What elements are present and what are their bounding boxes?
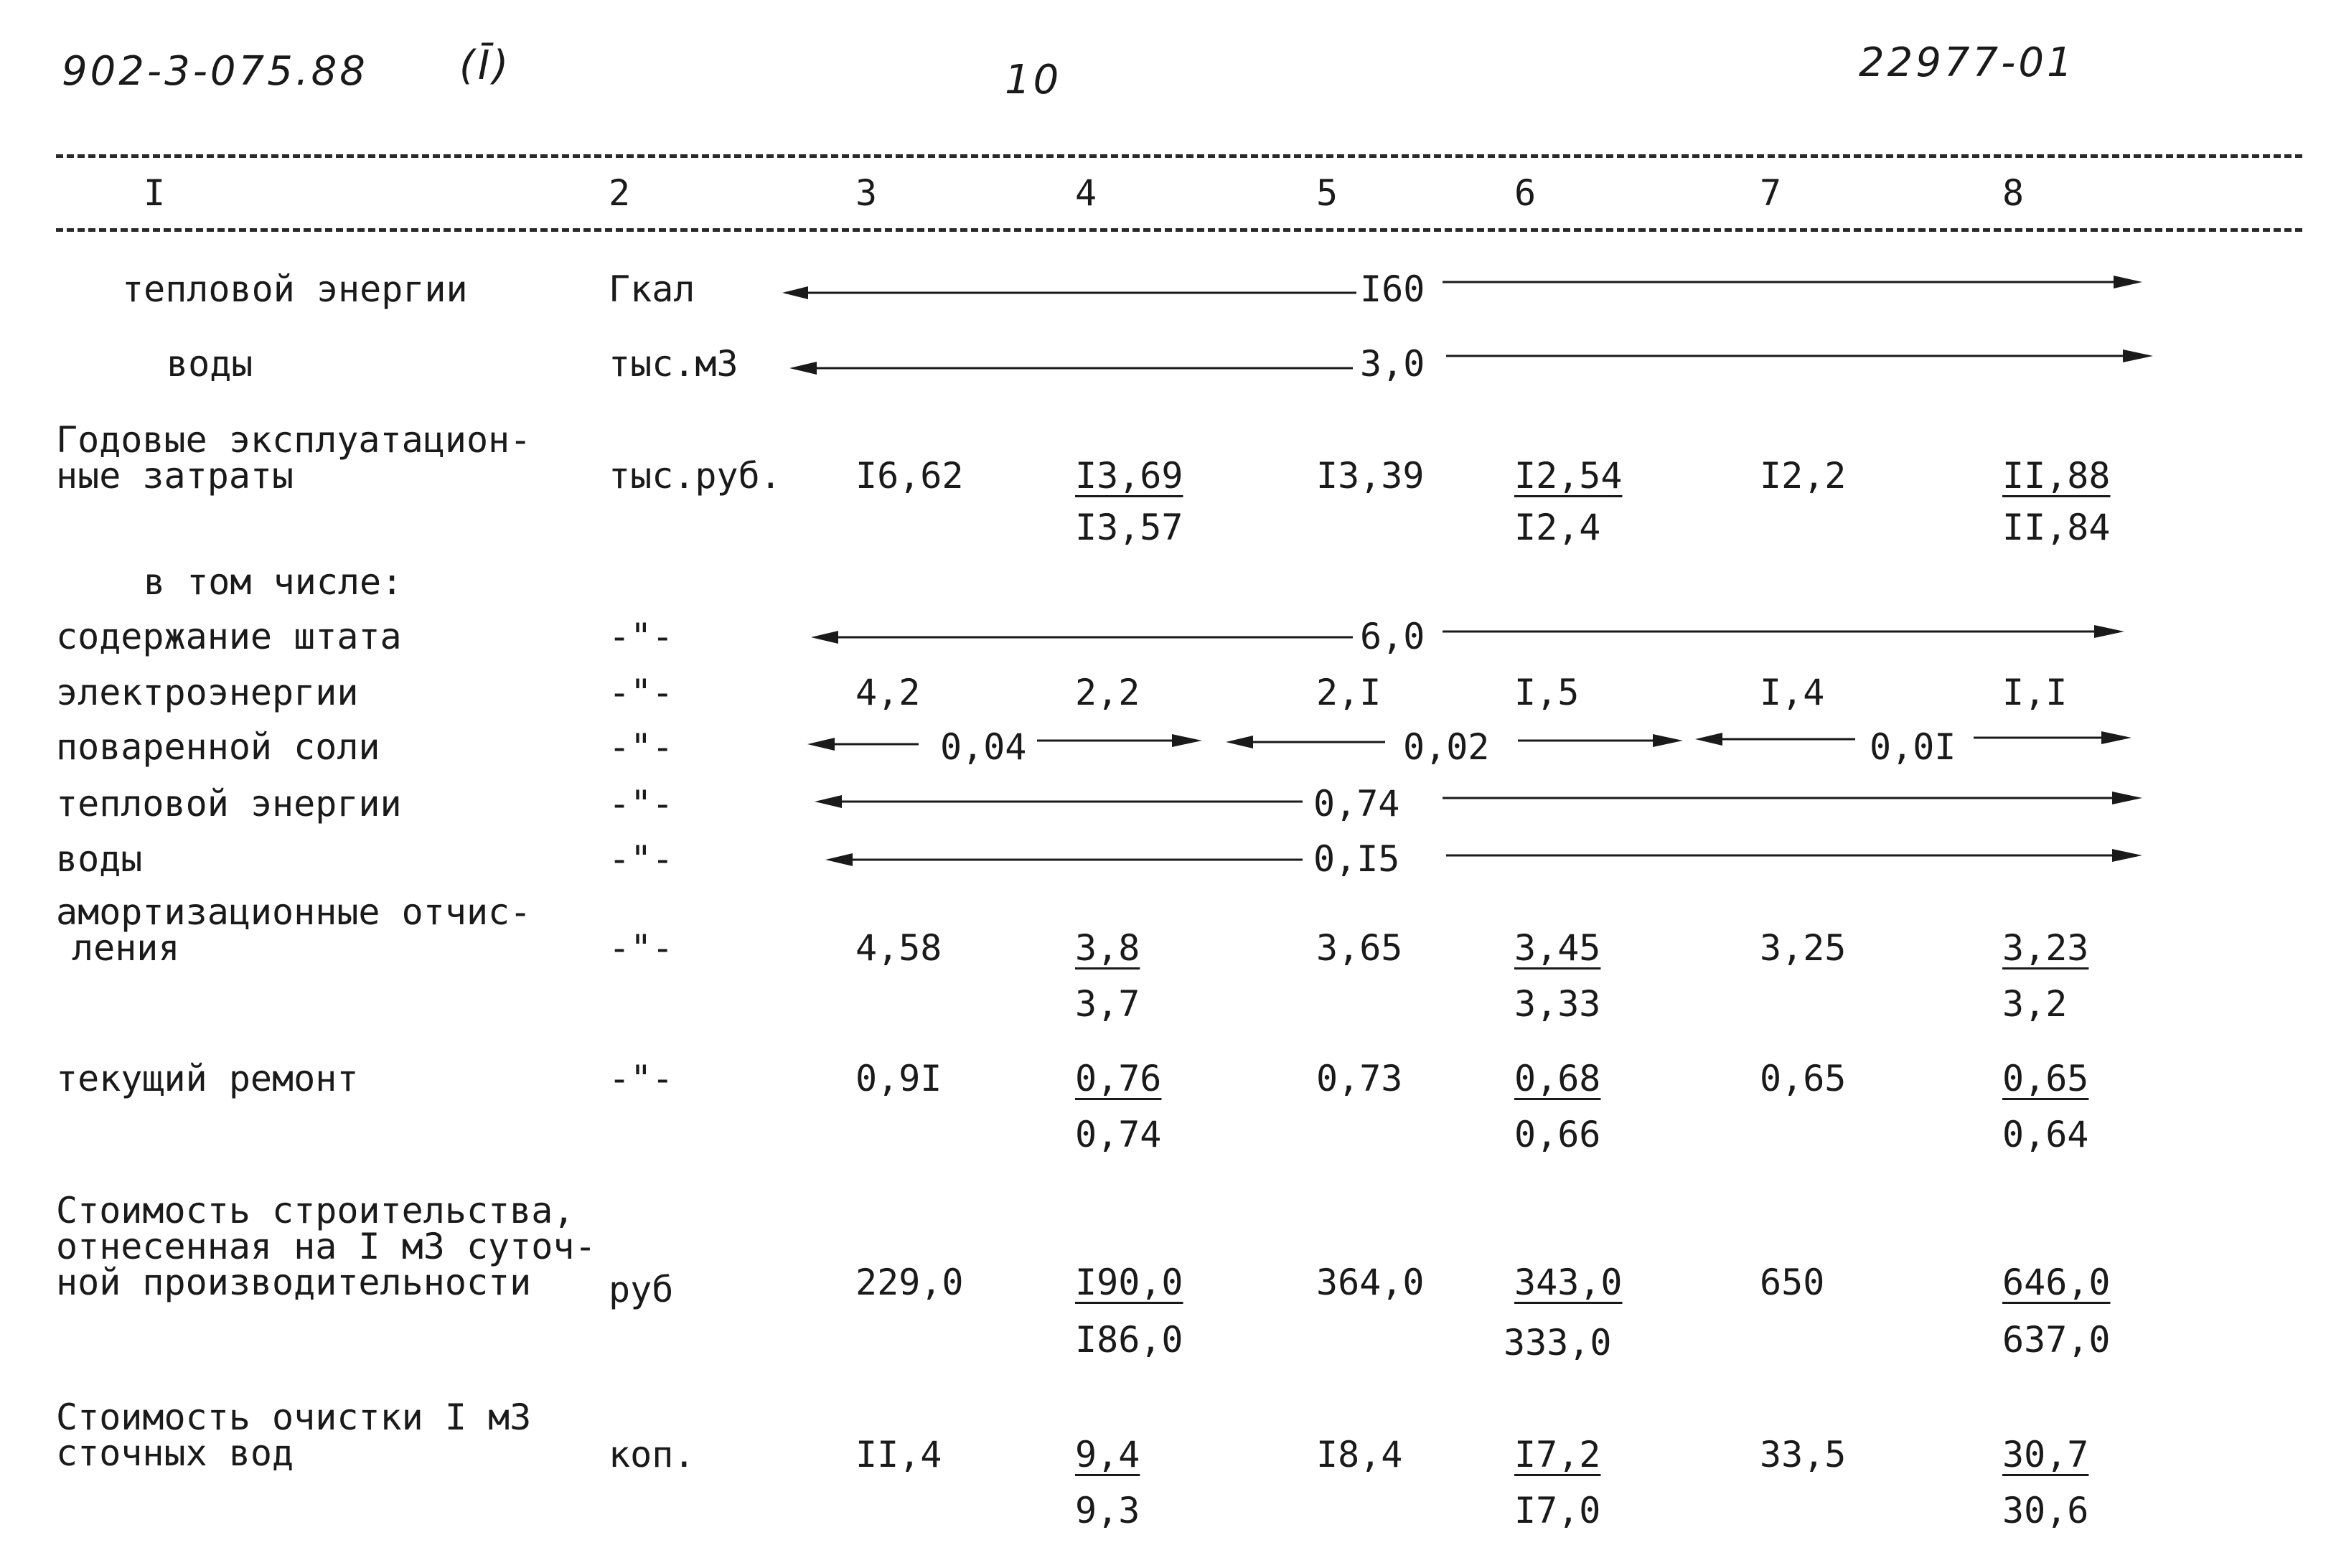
cell-col3: I6,62 — [855, 455, 964, 497]
row-label: содержание штата — [56, 616, 402, 657]
cell-col3: 229,0 — [855, 1262, 964, 1303]
cell-col7: 33,5 — [1760, 1434, 1847, 1475]
row-label: тепловой энергии — [56, 783, 402, 825]
row-label-line1: Стоимость очистки I м3 — [56, 1396, 532, 1438]
column-header: 8 — [2002, 172, 2025, 214]
row-unit: Гкал — [609, 268, 695, 310]
row-unit: -"- — [609, 783, 674, 825]
cell-col5: 2,I — [1316, 672, 1382, 713]
cell-col5: 3,65 — [1316, 927, 1403, 969]
cell-col4-bottom: I3,57 — [1075, 507, 1183, 548]
row-label: воды — [56, 838, 143, 880]
including-label: в том числе: — [144, 561, 403, 603]
cell-col3: 4,2 — [855, 672, 921, 713]
cell-col4-bottom: 0,74 — [1075, 1114, 1162, 1155]
cell-col7: I2,2 — [1760, 455, 1847, 497]
cell-col8-bottom: 0,64 — [2002, 1114, 2089, 1155]
cell-col5: I3,39 — [1316, 455, 1425, 497]
row-unit: тыс.руб. — [609, 455, 782, 497]
row-unit: коп. — [609, 1434, 695, 1475]
cell-col6-top: 0,68 — [1514, 1058, 1601, 1099]
span-value: 0,74 — [1313, 783, 1400, 825]
cell-col7: 3,25 — [1760, 927, 1847, 969]
cell-col3: 0,9I — [855, 1058, 942, 1099]
column-header: 5 — [1316, 172, 1338, 214]
page-number: 10 — [1005, 57, 1062, 103]
row-label-line2: отнесенная на I м3 суточ- — [56, 1226, 596, 1267]
document-code: 902-3-075.88 — [62, 48, 368, 95]
column-header: 2 — [609, 172, 631, 214]
row-unit: -"- — [609, 1058, 674, 1099]
row-label-line1: Стоимость строительства, — [56, 1190, 575, 1231]
cell-col4: 2,2 — [1075, 672, 1140, 713]
cell-col8-top: 30,7 — [2002, 1434, 2089, 1475]
column-header: 3 — [855, 172, 878, 214]
cell-col6-bottom: 3,33 — [1514, 983, 1601, 1025]
cell-col5: I8,4 — [1316, 1434, 1403, 1475]
row-unit: -"- — [609, 616, 674, 657]
volume-mark: (Ī) — [459, 42, 512, 89]
cell-col4-top: 0,76 — [1075, 1058, 1162, 1099]
cell-col6-bottom: 333,0 — [1504, 1322, 1612, 1363]
order-number: 22977-01 — [1859, 39, 2076, 86]
row-label-line3: ной производительности — [56, 1262, 532, 1303]
row-label-line1: амортизационные отчис- — [56, 891, 532, 933]
row-unit: -"- — [609, 838, 674, 880]
cell-col5: 364,0 — [1316, 1262, 1425, 1303]
row-label-line2: сточных вод — [56, 1432, 294, 1474]
cell-col4-top: I90,0 — [1075, 1262, 1183, 1303]
row-label: текущий ремонт — [56, 1058, 359, 1099]
cell-col8-top: 0,65 — [2002, 1058, 2089, 1099]
row-unit: -"- — [609, 927, 674, 969]
cell-col8: I,I — [2002, 672, 2068, 713]
cell-col8-bottom: II,84 — [2002, 507, 2111, 548]
row-label: электроэнергии — [56, 672, 359, 713]
cell-col7: I,4 — [1760, 672, 1825, 713]
cell-col6: I,5 — [1514, 672, 1580, 713]
column-header: 4 — [1075, 172, 1097, 214]
cell-col6-top: I7,2 — [1514, 1434, 1601, 1475]
cell-col7: 650 — [1760, 1262, 1825, 1303]
row-unit: тыс.м3 — [609, 343, 738, 385]
cell-col8-top: 3,23 — [2002, 927, 2089, 969]
cell-col4-bottom: I86,0 — [1075, 1319, 1183, 1361]
cell-col4-top: 9,4 — [1075, 1434, 1140, 1475]
span-value: 6,0 — [1360, 616, 1425, 657]
span-value: 0,02 — [1403, 726, 1490, 768]
row-unit: -"- — [609, 672, 674, 713]
span-value: 0,04 — [940, 726, 1027, 768]
row-label-line1: Годовые эксплуатацион- — [56, 419, 532, 461]
cell-col8-bottom: 637,0 — [2002, 1319, 2111, 1361]
row-label: воды — [166, 343, 253, 385]
column-header: 7 — [1760, 172, 1782, 214]
row-unit: -"- — [609, 726, 674, 768]
cell-col6-bottom: I7,0 — [1514, 1490, 1601, 1531]
cell-col3: 4,58 — [855, 927, 942, 969]
cell-col4-bottom: 3,7 — [1075, 983, 1140, 1025]
cell-col6-top: I2,54 — [1514, 455, 1623, 497]
span-value: 0,0I — [1870, 726, 1956, 768]
row-label: тепловой энергии — [122, 268, 468, 310]
row-unit: руб — [609, 1269, 674, 1310]
cell-col8-top: 646,0 — [2002, 1262, 2111, 1303]
row-label: поваренной соли — [56, 726, 380, 768]
row-label-line2: ления — [72, 927, 180, 969]
cell-col3: II,4 — [855, 1434, 942, 1475]
cell-col4-top: 3,8 — [1075, 927, 1140, 969]
span-value: 3,0 — [1360, 343, 1425, 385]
cell-col6-top: 3,45 — [1514, 927, 1601, 969]
cell-col6-bottom: I2,4 — [1514, 507, 1601, 548]
cell-col4-top: I3,69 — [1075, 455, 1183, 497]
cell-col8-bottom: 3,2 — [2002, 983, 2068, 1025]
span-value: I60 — [1360, 268, 1425, 310]
cell-col5: 0,73 — [1316, 1058, 1403, 1099]
column-header: 6 — [1514, 172, 1537, 214]
column-header: I — [144, 172, 166, 214]
cell-col6-top: 343,0 — [1514, 1262, 1623, 1303]
span-value: 0,I5 — [1313, 838, 1400, 880]
cell-col6-bottom: 0,66 — [1514, 1114, 1601, 1155]
cell-col8-bottom: 30,6 — [2002, 1490, 2089, 1531]
cell-col7: 0,65 — [1760, 1058, 1847, 1099]
row-label-line2: ные затраты — [56, 455, 294, 497]
cell-col8-top: II,88 — [2002, 455, 2111, 497]
cell-col4-bottom: 9,3 — [1075, 1490, 1140, 1531]
